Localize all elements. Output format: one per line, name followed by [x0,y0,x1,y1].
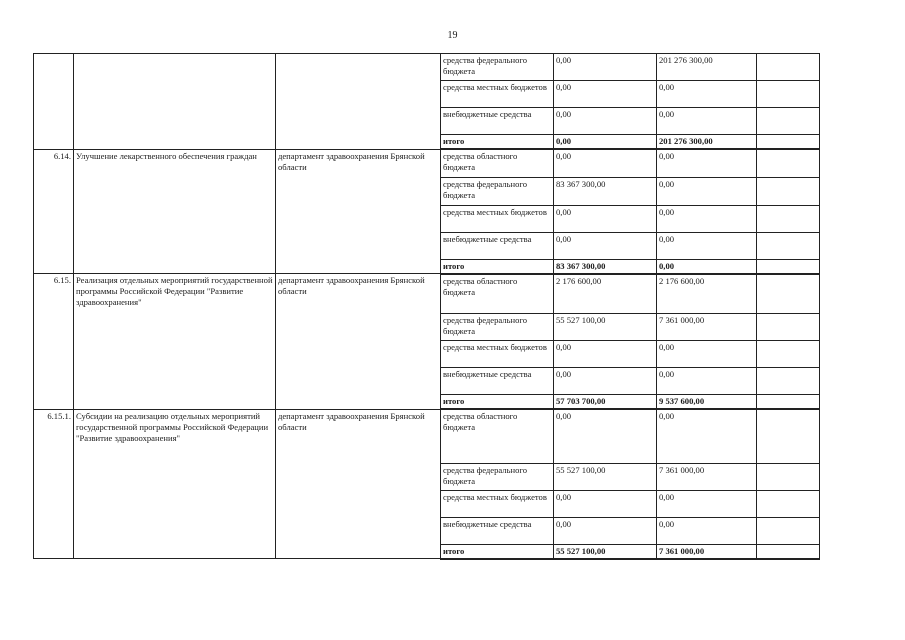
executor: департамент здравоохранения Брянской области [276,149,441,274]
funding-source: средства областного бюджета [441,274,554,314]
executor: департамент здравоохранения Брянской области [276,274,441,410]
value-cell: 0,00 [554,517,657,544]
value-cell: 0,00 [657,517,757,544]
total-label: итого [441,395,554,410]
value-cell: 55 527 100,00 [554,314,657,341]
total-value: 201 276 300,00 [657,135,757,150]
total-label: итого [441,135,554,150]
item-name-cell [74,54,276,150]
value-cell: 0,00 [554,108,657,135]
funding-source: внебюджетные средства [441,232,554,259]
empty-cell [757,274,820,314]
empty-cell [757,81,820,108]
value-cell: 7 361 000,00 [657,463,757,490]
funding-source: средства областного бюджета [441,409,554,463]
empty-cell [757,149,820,177]
funding-source: средства местных бюджетов [441,341,554,368]
executor: департамент здравоохранения Брянской области [276,409,441,559]
value-cell: 0,00 [657,81,757,108]
funding-source: средства местных бюджетов [441,490,554,517]
funding-source: средства федерального бюджета [441,314,554,341]
total-value: 57 703 700,00 [554,395,657,410]
empty-cell [757,108,820,135]
budget-table [33,53,820,560]
page-number: 19 [447,30,458,41]
empty-cell [757,368,820,395]
value-cell: 0,00 [657,341,757,368]
total-value: 83 367 300,00 [554,259,657,274]
value-cell: 0,00 [554,409,657,463]
value-cell: 0,00 [554,232,657,259]
table-row [34,274,820,314]
table-row [34,409,820,463]
funding-source: внебюджетные средства [441,108,554,135]
empty-cell [757,314,820,341]
value-cell: 2 176 600,00 [554,274,657,314]
empty-cell [757,135,820,150]
value-cell: 7 361 000,00 [657,314,757,341]
empty-cell [757,517,820,544]
value-cell: 2 176 600,00 [657,274,757,314]
item-number: 6.15. [34,274,74,410]
value-cell: 0,00 [657,177,757,205]
item-name: Улучшение лекарственного обеспечения граждан [74,149,276,274]
value-cell: 0,00 [657,409,757,463]
total-label: итого [441,259,554,274]
empty-cell [757,205,820,232]
value-cell: 0,00 [554,205,657,232]
value-cell: 0,00 [554,341,657,368]
empty-cell [757,54,820,81]
empty-cell [757,341,820,368]
total-value: 0,00 [554,135,657,150]
funding-source: средства федерального бюджета [441,463,554,490]
value-cell: 83 367 300,00 [554,177,657,205]
value-cell: 0,00 [657,232,757,259]
table-row [34,54,820,81]
value-cell: 0,00 [657,149,757,177]
value-cell: 0,00 [554,149,657,177]
value-cell: 0,00 [657,368,757,395]
value-cell: 0,00 [657,108,757,135]
empty-cell [757,463,820,490]
item-name: Субсидии на реализацию отдельных мероприятий государственной программы Российской Федерации "Развитие здравоохранения" [74,409,276,559]
executor-cell [276,54,441,150]
value-cell: 0,00 [657,205,757,232]
funding-source: средства местных бюджетов [441,81,554,108]
funding-source: средства местных бюджетов [441,205,554,232]
item-number: 6.14. [34,149,74,274]
funding-source: средства федерального бюджета [441,177,554,205]
total-value: 55 527 100,00 [554,544,657,559]
empty-cell [757,177,820,205]
funding-source: внебюджетные средства [441,517,554,544]
value-cell: 0,00 [554,81,657,108]
empty-cell [757,490,820,517]
table-row [34,149,820,177]
total-label: итого [441,544,554,559]
value-cell: 201 276 300,00 [657,54,757,81]
value-cell: 0,00 [554,368,657,395]
empty-cell [757,259,820,274]
item-number-cell [34,54,74,150]
value-cell: 0,00 [554,54,657,81]
value-cell: 55 527 100,00 [554,463,657,490]
funding-source: внебюджетные средства [441,368,554,395]
funding-source: средства федерального бюджета [441,54,554,81]
funding-source: средства областного бюджета [441,149,554,177]
empty-cell [757,232,820,259]
value-cell: 0,00 [657,490,757,517]
total-value: 0,00 [657,259,757,274]
item-number: 6.15.1. [34,409,74,559]
total-value: 9 537 600,00 [657,395,757,410]
item-name: Реализация отдельных мероприятий государственной программы Российской Федерации "Развитие здравоохранения" [74,274,276,410]
total-value: 7 361 000,00 [657,544,757,559]
empty-cell [757,409,820,463]
value-cell: 0,00 [554,490,657,517]
empty-cell [757,395,820,410]
empty-cell [757,544,820,559]
